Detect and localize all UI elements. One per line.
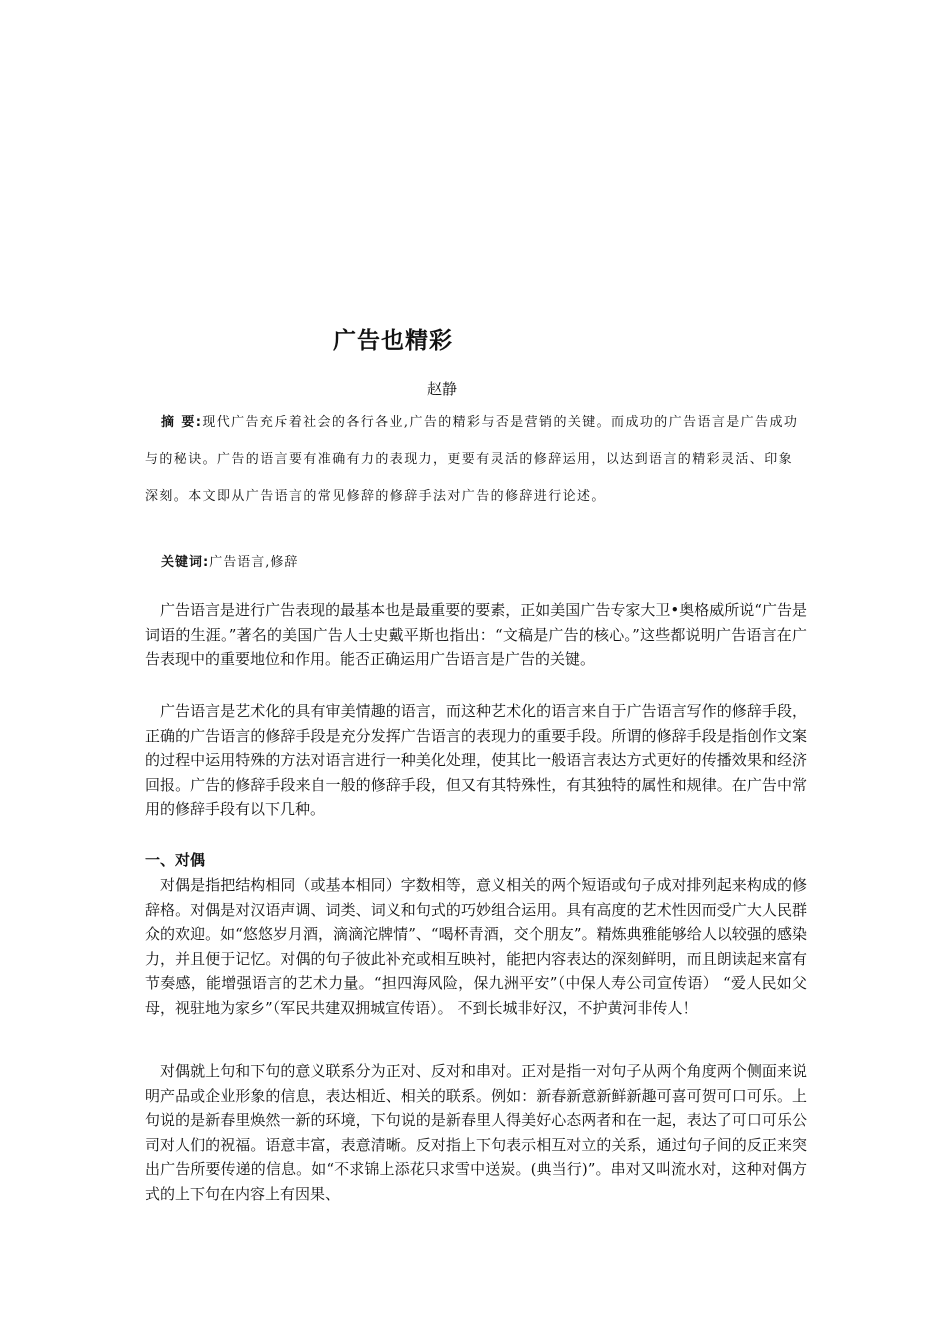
body-paragraph-4: 对偶就上句和下句的意义联系分为正对、反对和串对。正对是指一对句子从两个角度两个侧面来说明产品或企业形象的信息，表达相近、相关的联系。例如：新春新意新鲜新趣可喜可贺可口可乐。上句说的是新春里焕然一新的环境，下句说的是新春里人得美好心态两者和在一起，表达了可口可乐公司对人们的祝福。语意丰富，表意清晰。反对指上下句表示相互对立的关系，通过句子间的反正来突出广告所要传递的信息。如“不求锦上添花只求雪中送炭。(典当行)”。串对又叫流水对，这种对偶方式的上下句在内容上有因果、 (145, 1062, 807, 1203)
keywords (161, 551, 298, 570)
article-author: 赵静 (427, 380, 458, 398)
abstract-label: 摘 要: (161, 415, 203, 430)
body-paragraph-3: 对偶是指把结构相同（或基本相同）字数相等，意义相关的两个短语或句子成对排列起来构成的修辞格。对偶是对汉语声调、词类、词义和句式的巧妙组合运用。具有高度的艺术性因而受广大人民群众的欢迎。如“悠悠岁月酒，滴滴沱牌情”、“喝杯青酒，交个朋友”。精炼典雅能够给人以较强的感染力，并且便于记忆。对偶的句子彼此补充或相互映衬，能把内容表达的深刻鲜明，而且朗读起来富有节奏感，能增强语言的艺术力量。“担四海风险，保九洲平安”（中保人寿公司宣传语） “爱人民如父母，视驻地为家乡”（军民共建双拥城宣传语）。 不到长城非好汉，不护黄河非传人！ (145, 876, 807, 1017)
body-paragraph-1: 广告语言是进行广告表现的最基本也是最重要的要素，正如美国广告专家大卫•奥格威所说“广告是词语的生涯。”著名的美国广告人士史戴平斯也指出：“文稿是广告的核心。”这些都说明广告语言在广告表现中的重要地位和作用。能否正确运用广告语言是广告的关键。 (145, 601, 807, 668)
abstract-text: 现代广告充斥着社会的各行各业,广告的精彩与否是营销的关键。而成功的广告语言是广告成功与的秘诀。广告的语言要有准确有力的表现力，更要有灵活的修辞运用，以达到语言的精彩灵活、印象深刻。本文即从广告语言的常见修辞的修辞手法对广告的修辞进行论述。 (145, 415, 799, 504)
article-title: 广告也精彩 (333, 328, 453, 354)
section-heading-duiou: 一、对偶 (145, 851, 206, 869)
keywords-label: 关键词: (161, 555, 210, 570)
abstract (145, 404, 807, 515)
keywords-text: 广告语言,修辞 (209, 555, 299, 570)
body-paragraph-2: 广告语言是艺术化的具有审美情趣的语言，而这种艺术化的语言来自于广告语言写作的修辞手段，正确的广告语言的修辞手段是充分发挥广告语言的表现力的重要手段。所谓的修辞手段是指创作文案的过程中运用特殊的方法对语言进行一种美化处理，使其比一般语言表达方式更好的传播效果和经济回报。广告的修辞手段来自一般的修辞手段，但又有其特殊性，有其独特的属性和规律。在广告中常用的修辞手段有以下几种。 (145, 702, 807, 818)
